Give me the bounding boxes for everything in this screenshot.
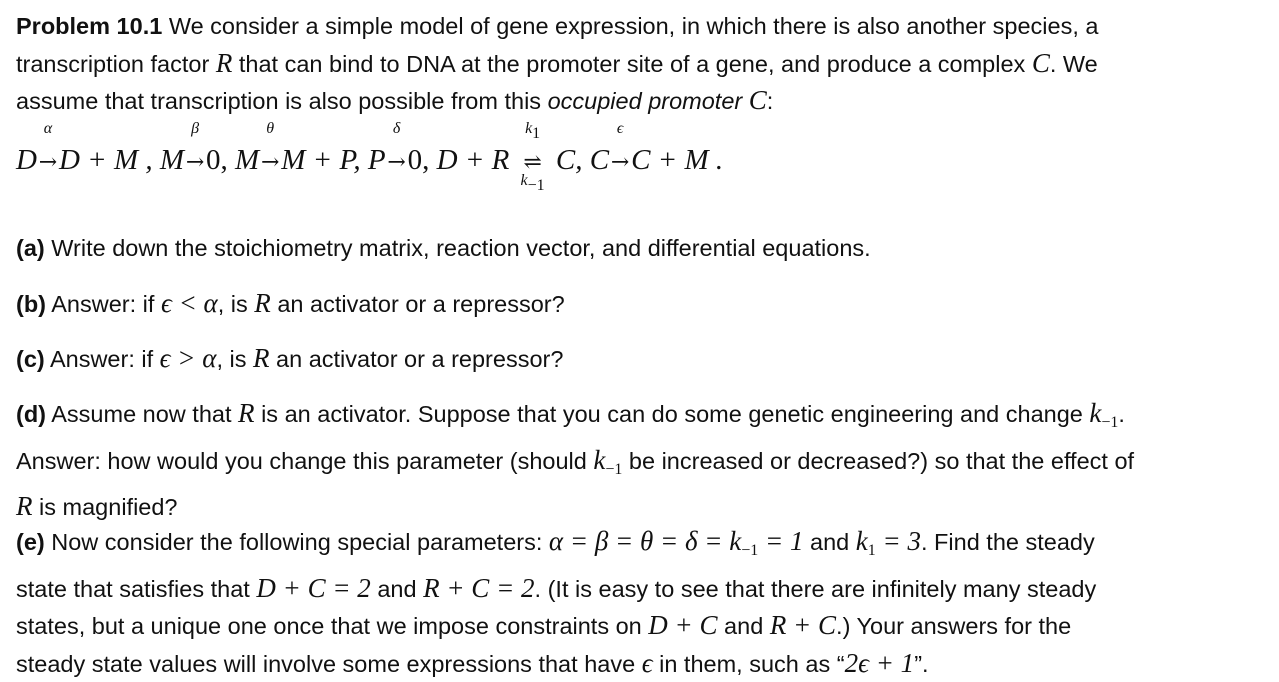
species: D + M ,	[58, 144, 153, 176]
part-b	[16, 285, 1274, 323]
part-e	[16, 523, 1274, 682]
reaction-mrna-decay	[159, 120, 228, 183]
part-text: Answer: if	[44, 346, 160, 372]
math-symbol: R	[254, 288, 271, 318]
part-text: state that satisfies that	[16, 575, 257, 602]
math-symbol: R	[253, 343, 270, 373]
math-expression: 2ϵ + 1	[844, 647, 915, 678]
reaction-protein-decay	[367, 120, 430, 183]
species: M + P,	[281, 144, 361, 176]
math-expression: D + C = 2	[256, 572, 371, 603]
species: D	[16, 144, 37, 176]
part-text: Assume now that	[46, 401, 239, 427]
part-text: an activator or a repressor?	[270, 291, 565, 317]
part-text: an activator or a repressor?	[269, 346, 564, 372]
part-label: (e)	[16, 529, 45, 555]
part-text: and	[717, 613, 770, 639]
part-text: is magnified?	[32, 494, 178, 520]
math-symbol: ϵ	[641, 647, 653, 678]
problem-label: Problem 10.1	[16, 13, 163, 39]
part-d	[16, 395, 1274, 526]
species: P	[367, 144, 386, 176]
part-c	[16, 340, 1274, 378]
part-text: , is	[216, 346, 254, 372]
math-expression: D + C	[648, 610, 718, 640]
part-text: Answer: how would you change this parameter (should	[16, 447, 594, 474]
reaction-arrow: ϵ →	[610, 120, 630, 175]
part-text: and	[370, 575, 424, 602]
math-symbol: R	[238, 398, 255, 428]
part-label: (c)	[16, 346, 45, 372]
math-symbol: R	[215, 47, 233, 78]
intro-text: assume that transcription is also possible from this	[16, 88, 548, 114]
reversible-arrow: k1 ⇌ k−1	[517, 140, 549, 183]
part-text: .	[1118, 401, 1125, 427]
part-text: and	[803, 529, 856, 555]
part-text: Now consider the following special parameters:	[44, 529, 549, 555]
math-expression: $k_{-1}$	[593, 444, 623, 478]
reaction-arrow: θ →	[261, 120, 280, 175]
part-text: Write down the stoichiometry matrix, reaction vector, and differential equations.	[44, 235, 871, 261]
rate-label-forward: k1	[525, 120, 541, 142]
part-text: , is	[217, 291, 255, 317]
intro-text: :	[766, 88, 774, 114]
part-text: ”.	[914, 650, 929, 677]
part-text: Answer: if	[46, 291, 161, 317]
part-text: . Find the steady	[920, 529, 1095, 555]
intro-line-1	[16, 8, 1274, 45]
rate-label: β	[191, 120, 200, 137]
part-label: (b)	[16, 291, 47, 317]
math-expression: $k_1 = 3$	[855, 526, 921, 559]
reaction-translation	[235, 120, 361, 183]
rate-label: θ	[266, 120, 275, 137]
reaction-arrow: α →	[38, 120, 58, 175]
intro-text: transcription factor	[16, 50, 216, 77]
species: C + M .	[631, 144, 724, 176]
rate-label-reverse: k−1	[520, 172, 545, 194]
part-text: states, but a unique one once that we impose constraints on	[16, 613, 649, 639]
species: D + R	[436, 144, 510, 176]
intro-text: that can bind to DNA at the promoter site of a gene, and produce a complex	[232, 50, 1032, 77]
intro-line-3	[16, 82, 1274, 120]
part-label: (d)	[16, 401, 47, 427]
part-text: is an activator. Suppose that you can do some genetic engineering and change	[254, 401, 1090, 427]
rate-label: ϵ	[616, 120, 624, 137]
species: C	[589, 144, 610, 176]
species: M	[159, 144, 185, 176]
part-text: in them, such as “	[652, 650, 845, 677]
math-expression: R + C = 2	[423, 572, 535, 603]
intro-text: . We	[1049, 50, 1098, 77]
intro-text: We consider a simple model of gene expression, in which there is also another species, a	[162, 13, 1099, 39]
math-expression: $k_{-1}$	[1089, 398, 1119, 431]
math-expression: ϵ > α	[159, 343, 217, 373]
reaction-complex-transcription	[589, 120, 724, 183]
rate-label: δ	[392, 120, 401, 137]
math-expression: $\alpha = \beta = \theta = \delta = k_{-1} = 1$	[548, 526, 804, 559]
reaction-arrow: β →	[185, 120, 205, 175]
reaction-arrow: δ →	[387, 120, 406, 175]
species: 0,	[407, 144, 430, 176]
part-text: . (It is easy to see that there are infinitely many steady	[534, 575, 1097, 602]
rate-label: α	[43, 120, 53, 137]
part-text: steady state values will involve some expressions that have	[16, 650, 642, 677]
reaction-transcription	[16, 120, 153, 183]
species: 0,	[206, 144, 228, 176]
part-a	[16, 230, 1274, 267]
intro-line-2	[16, 45, 1274, 83]
reaction-binding	[436, 120, 583, 194]
problem-intro	[16, 8, 1274, 120]
math-symbol: C	[1031, 47, 1050, 78]
math-expression: R + C	[769, 610, 837, 640]
math-expression: ϵ < α	[160, 288, 218, 318]
part-text: .) Your answers for the	[836, 613, 1072, 639]
species: M	[235, 144, 260, 176]
part-label: (a)	[16, 235, 45, 261]
math-symbol: R	[16, 491, 33, 521]
math-symbol: C	[748, 85, 767, 115]
species: C,	[555, 144, 583, 176]
reaction-equations	[16, 120, 1274, 194]
part-text: be increased or decreased?) so that the effect of	[622, 447, 1135, 474]
intro-italic-text: occupied promoter	[547, 88, 743, 114]
